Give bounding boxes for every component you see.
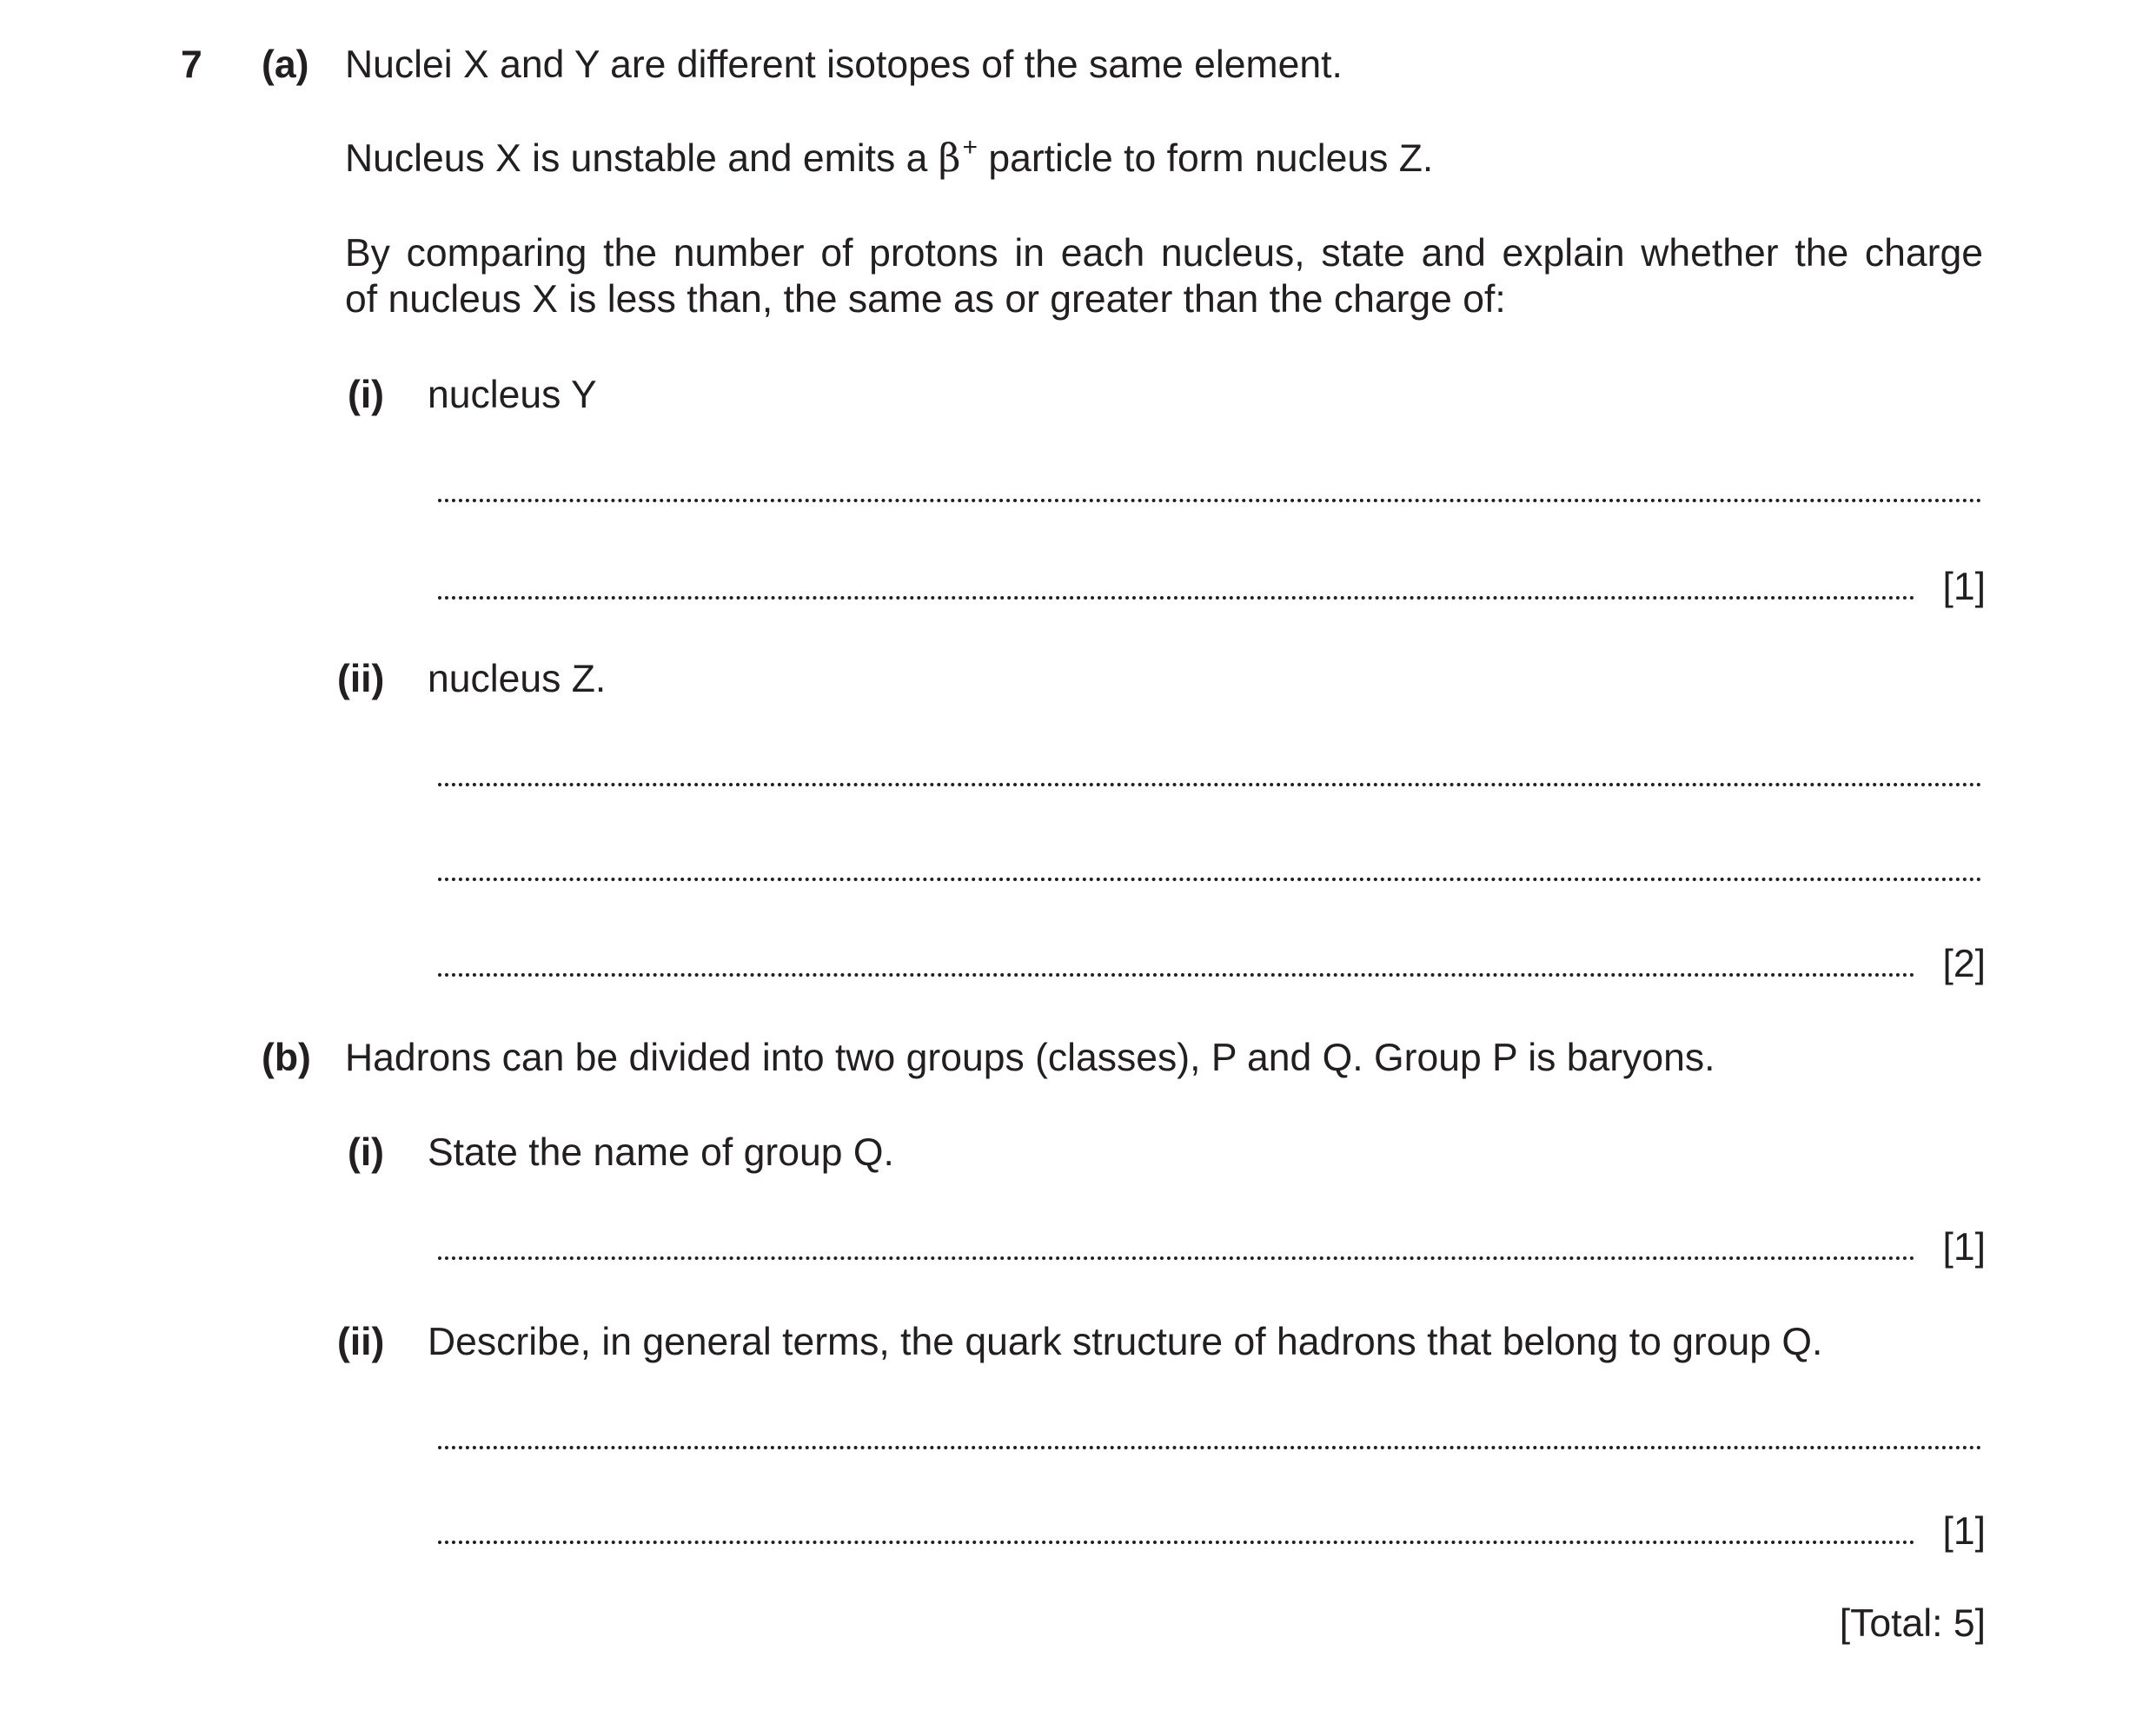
question-number: 7	[181, 43, 202, 86]
part-b-intro: Hadrons can be divided into two groups (classes), P and Q. Group P is baryons.	[345, 1037, 1715, 1079]
mark-allocation-b-i: [1]	[1942, 1226, 1986, 1269]
answer-line-b-ii-2[interactable]	[438, 1541, 1915, 1544]
answer-line-b-ii-1[interactable]	[438, 1446, 1982, 1449]
part-b-ii-label: (ii)	[337, 1321, 385, 1363]
part-a-ii-label: (ii)	[337, 658, 385, 700]
answer-line-a-i-2[interactable]	[438, 596, 1915, 600]
part-b-i-question: State the name of group Q.	[428, 1131, 894, 1174]
part-b-label: (b)	[262, 1037, 311, 1079]
part-b-ii-question: Describe, in general terms, the quark structure of hadrons that belong to group Q.	[428, 1321, 1823, 1363]
mark-allocation-a-i: [1]	[1942, 566, 1986, 608]
part-b-i-label: (i)	[348, 1131, 385, 1174]
total-marks: [Total: 5]	[1839, 1602, 1986, 1645]
part-a-instruction-line-1: By comparing the number of protons in each nucleus, state and explain whether the charge	[345, 232, 1983, 275]
answer-line-a-i-1[interactable]	[438, 499, 1982, 502]
part-a-i-question: nucleus Y	[428, 374, 597, 416]
beta-superscript: +	[962, 133, 978, 162]
part-a-label: (a)	[262, 43, 309, 86]
answer-line-a-ii-1[interactable]	[438, 783, 1982, 786]
part-a-instruction-line-2: of nucleus X is less than, the same as or greater than the charge of:	[345, 278, 1506, 321]
answer-line-a-ii-3[interactable]	[438, 973, 1915, 977]
answer-line-b-i-1[interactable]	[438, 1256, 1915, 1260]
decay-text-pre: Nucleus X is unstable and emits a	[345, 137, 939, 180]
decay-text-post: particle to form nucleus Z.	[977, 137, 1434, 180]
answer-line-a-ii-2[interactable]	[438, 878, 1982, 881]
part-a-intro: Nuclei X and Y are different isotopes of the same element.	[345, 43, 1343, 86]
part-a-i-label: (i)	[348, 374, 385, 416]
beta-symbol: β	[938, 136, 961, 181]
part-a-decay-statement	[345, 133, 1434, 187]
part-a-ii-question: nucleus Z.	[428, 658, 607, 700]
mark-allocation-a-ii: [2]	[1942, 943, 1986, 985]
mark-allocation-b-ii: [1]	[1942, 1510, 1986, 1553]
